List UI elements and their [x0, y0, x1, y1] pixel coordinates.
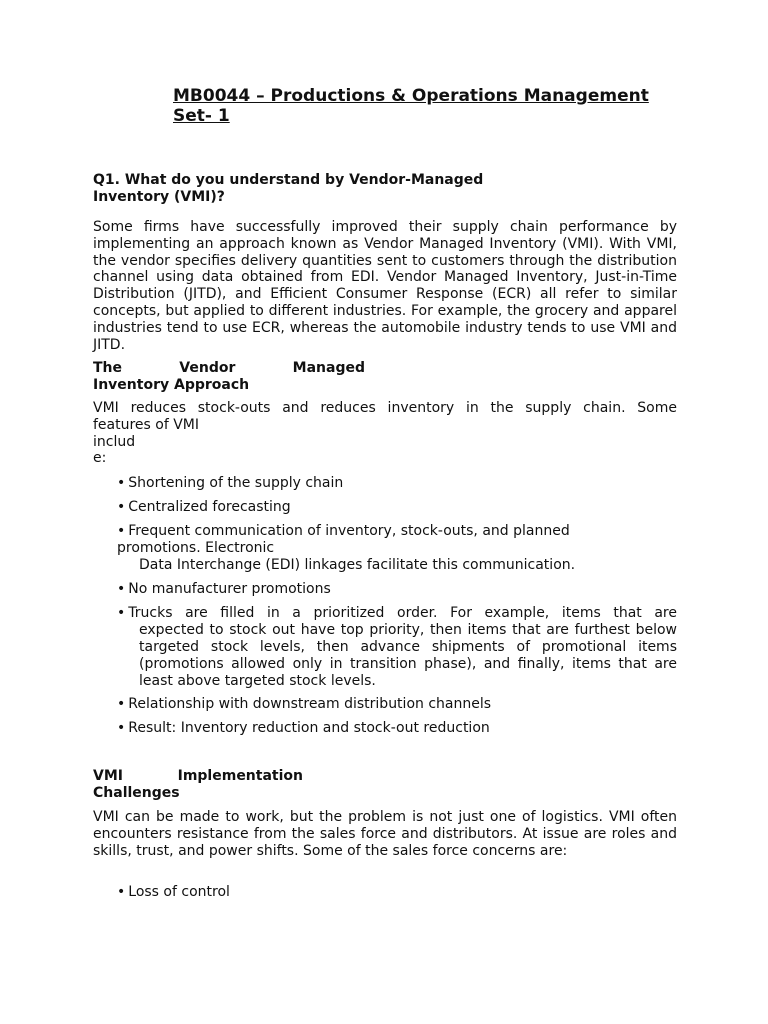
title-line-1: MB0044 – Productions & Operations Management [173, 86, 649, 106]
list-item [117, 720, 677, 737]
challenges-heading [93, 768, 303, 802]
approach-para-line-4: e: [93, 450, 107, 467]
approach-para-line-2: features of VMI [93, 416, 200, 433]
bullet-glyph: • [117, 605, 126, 621]
list-item [117, 581, 677, 598]
list-item [117, 605, 677, 690]
bullet-text-continued: expected to stock out have top priority, then items that are furthest below targeted stock levels, then advance shipments of promotional items (promotions allowed only in transition phase), and finally, items that are least above targeted stock levels. [139, 622, 677, 689]
approach-paragraph [93, 400, 677, 467]
bullet-text-line-3: Data Interchange (EDI) linkages facilitate this communication. [139, 557, 576, 573]
bullet-glyph: • [117, 884, 126, 900]
bullet-text: Relationship with downstream distribution channels [128, 696, 492, 712]
list-item [117, 523, 677, 574]
bullet-glyph: • [117, 475, 126, 491]
challenges-heading-line-1: VMI Implementation [93, 768, 303, 784]
bullet-text: Frequent communication of inventory, stock-outs, and planned [128, 523, 570, 539]
intro-paragraph: Some firms have successfully improved their supply chain performance by implementing an approach known as Vendor Managed Inventory (VMI). With VMI, the vendor specifies delivery quantities sent to customers through the distribution channel using data obtained from EDI. Vendor Managed Inventory, Just-in-Time Distribution (JITD), and Efficient Consumer Response (ECR) all refer to similar concepts, but applied to different industries. For example, the grocery and apparel industries tend to use ECR, whereas the automobile industry tends to use VMI and JITD. [93, 219, 677, 353]
list-item [117, 499, 677, 516]
approach-para-line-3: includ [93, 433, 136, 450]
bullet-text: Result: Inventory reduction and stock-out reduction [128, 720, 490, 736]
list-item [117, 884, 677, 901]
approach-para-line-1: VMI reduces stock-outs and reduces inventory in the supply chain. Some [93, 400, 677, 416]
bullet-glyph: • [117, 581, 126, 597]
bullet-glyph: • [117, 720, 126, 736]
approach-heading-line-2: Inventory Approach [93, 377, 250, 393]
bullet-glyph: • [117, 523, 126, 539]
list-item [117, 475, 677, 492]
approach-heading-line-1: The Vendor Managed [93, 360, 365, 376]
bullet-glyph: • [117, 499, 126, 515]
challenges-heading-line-2: Challenges [93, 785, 180, 801]
list-item [117, 696, 677, 713]
title-line-2: Set- 1 [173, 106, 230, 126]
bullet-glyph: • [117, 696, 126, 712]
challenges-paragraph: VMI can be made to work, but the problem is not just one of logistics. VMI often encounters resistance from the sales force and distributors. At issue are roles and skills, trust, and power shifts. Some of the sales force concerns are: [93, 809, 677, 859]
bullet-text: No manufacturer promotions [128, 581, 331, 597]
approach-heading [93, 360, 365, 394]
question-1-heading: Q1. What do you understand by Vendor-Managed Inventory (VMI)? [93, 172, 484, 205]
bullet-text-line-2: promotions. Electronic [117, 540, 275, 556]
bullet-text: Trucks are filled in a prioritized order. For example, items that are [128, 605, 677, 621]
document-page [93, 0, 677, 1024]
bullet-text: Loss of control [128, 884, 230, 900]
bullet-text: Centralized forecasting [128, 499, 291, 515]
document-title [173, 86, 649, 126]
bullet-text: Shortening of the supply chain [128, 475, 344, 491]
